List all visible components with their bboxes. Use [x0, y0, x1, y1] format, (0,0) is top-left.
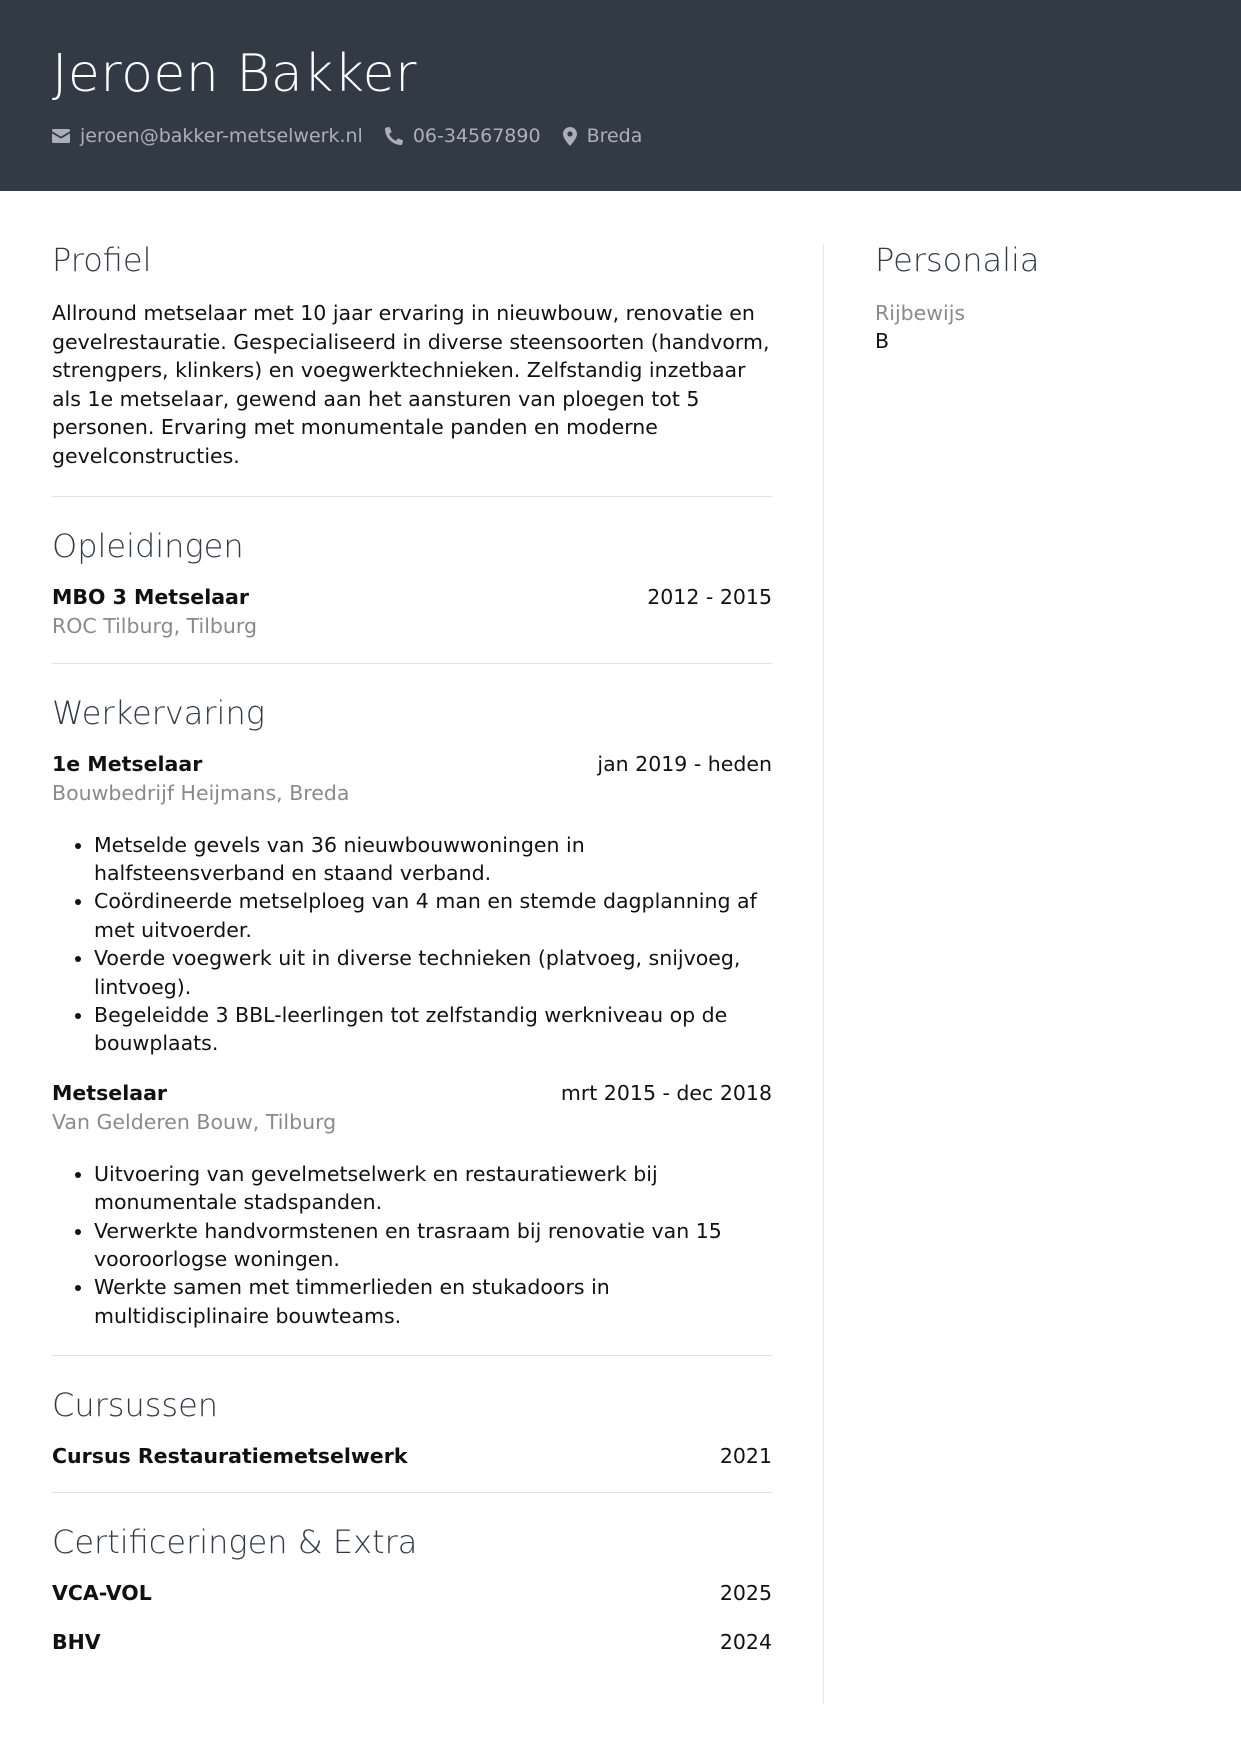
phone-icon: [385, 127, 403, 145]
courses-section: [52, 1383, 772, 1470]
course-date: 2021: [719, 1444, 772, 1469]
section-divider: [52, 1492, 772, 1493]
job-title: Metselaar: [52, 1080, 168, 1105]
job-item: [52, 1079, 772, 1330]
contact-info: [52, 124, 664, 148]
education-institution: ROC Tilburg, Tilburg: [52, 613, 257, 638]
column-divider: [823, 244, 824, 1704]
candidate-name: Jeroen Bakker: [52, 44, 418, 104]
section-divider: [52, 1355, 772, 1356]
job-bullet: • Metselde gevels van 36 nieuwbouwwoningen in halfsteensverband en staand verband.: [94, 831, 772, 888]
job-bullet: • Coördineerde metselploeg van 4 man en stemde dagplanning af met uitvoerder.: [94, 887, 772, 944]
certification-date: 2025: [719, 1581, 772, 1606]
envelope-icon: [52, 129, 70, 143]
resume-header: [0, 0, 1241, 191]
job-company: Van Gelderen Bouw, Tilburg: [52, 1109, 337, 1134]
contact-email: [52, 124, 363, 148]
job-bullets: [52, 1160, 772, 1330]
location-text: Breda: [586, 125, 643, 147]
certification-row: [52, 1579, 772, 1607]
job-bullets: [52, 831, 772, 1058]
map-pin-icon: [563, 127, 577, 146]
certification-title: BHV: [52, 1630, 101, 1655]
phone-text[interactable]: 06-34567890: [412, 125, 541, 147]
section-divider: [52, 496, 772, 497]
certifications-title: Certificeringen & Extra: [52, 1523, 418, 1562]
email-text[interactable]: jeroen@bakker-metselwerk.nl: [80, 125, 363, 147]
education-section: [52, 524, 772, 641]
personal-label: Rijbewijs: [875, 301, 966, 325]
job-bullet: • Werkte samen met timmerlieden en stukadoors in multidisciplinaire bouwteams.: [94, 1273, 772, 1330]
job-row: [52, 750, 772, 778]
job-date: mrt 2015 - dec 2018: [560, 1080, 772, 1105]
certification-title: VCA-VOL: [52, 1581, 152, 1606]
education-row: [52, 583, 772, 611]
main-column: [52, 238, 772, 1656]
certification-row: [52, 1628, 772, 1656]
certification-date: 2024: [719, 1630, 772, 1655]
personal-title: Personalia: [875, 241, 1040, 279]
certifications-section: [52, 1520, 772, 1656]
experience-section: [52, 691, 772, 1331]
courses-title: Cursussen: [52, 1386, 219, 1425]
profile-title: Profiel: [52, 241, 152, 279]
job-row: [52, 1079, 772, 1107]
personal-value: B: [875, 329, 890, 353]
education-date: 2012 - 2015: [647, 584, 772, 609]
profile-text: Allround metselaar met 10 jaar ervaring in nieuwbouw, renovatie en gevelrestauratie. Gespecialiseerd in diverse steensoorten (handvorm, strengpers, klinkers) en voegwerktechnieken. Zelfstandig inzetbaar als 1e metselaar, gewend aan het aansturen van ploegen tot 5 personen. Ervaring met monumentale panden en moderne gevelconstructies.: [52, 301, 770, 468]
job-bullet: • Begeleidde 3 BBL-leerlingen tot zelfstandig werkniveau op de bouwplaats.: [94, 1001, 772, 1058]
course-title: Cursus Restauratiemetselwerk: [52, 1444, 408, 1469]
job-bullet: • Voerde voegwerk uit in diverse technieken (platvoeg, snijvoeg, lintvoeg).: [94, 944, 772, 1001]
profile-section: [52, 238, 772, 471]
education-item: [52, 583, 772, 641]
job-bullet: • Uitvoering van gevelmetselwerk en restauratiewerk bij monumentale stadspanden.: [94, 1160, 772, 1217]
education-degree: MBO 3 Metselaar: [52, 584, 250, 609]
job-company: Bouwbedrijf Heijmans, Breda: [52, 780, 350, 805]
contact-phone: [385, 124, 541, 148]
experience-title: Werkervaring: [52, 693, 265, 732]
job-item: [52, 750, 772, 1058]
section-divider: [52, 663, 772, 664]
sidebar-column: [875, 238, 1195, 355]
job-title: 1e Metselaar: [52, 751, 203, 776]
contact-location: [563, 124, 643, 148]
education-title: Opleidingen: [52, 526, 244, 565]
job-bullet: • Verwerkte handvormstenen en trasraam bij renovatie van 15 vooroorlogse woningen.: [94, 1217, 772, 1274]
course-row: [52, 1442, 772, 1470]
job-date: jan 2019 - heden: [597, 751, 772, 776]
